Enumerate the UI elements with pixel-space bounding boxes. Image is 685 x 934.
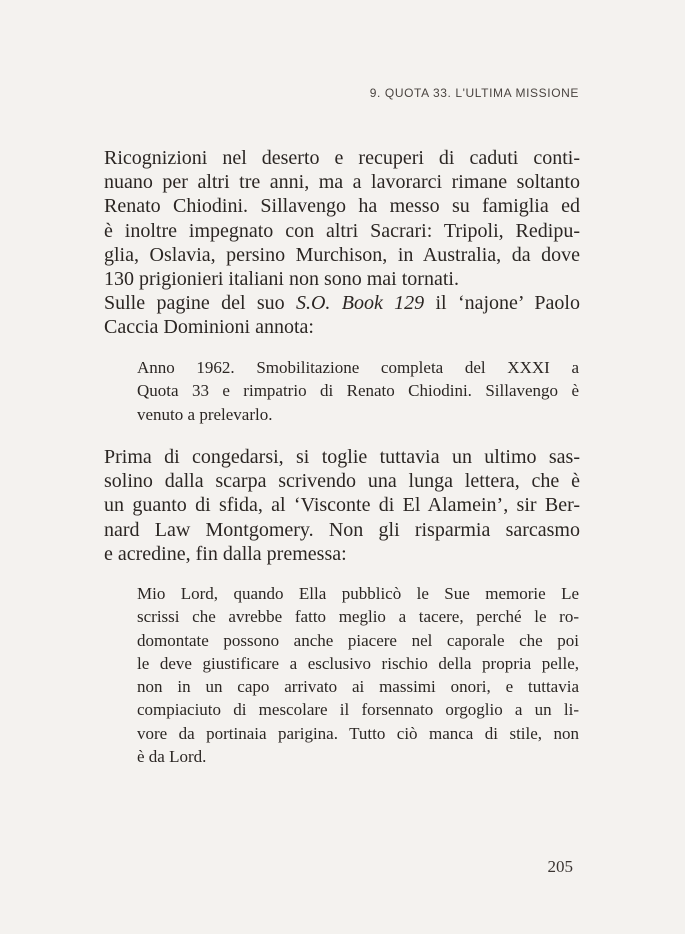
paragraph-line: e acredine, fin dalla premessa: <box>104 542 347 565</box>
quote-line: le deve giustificare a esclusivo rischio della propria pelle, <box>137 653 579 673</box>
paragraph-line: Ricognizioni nel deserto e recuperi di caduti conti- <box>104 147 580 169</box>
paragraph-line: Renato Chiodini. Sillavengo ha messo su famiglia ed <box>104 195 580 218</box>
paragraph-line: glia, Oslavia, persino Murchison, in Australia, da dove <box>104 243 580 266</box>
paragraph-3 <box>104 445 580 566</box>
quote-line: venuto a prelevarlo. <box>137 404 273 424</box>
block-quote-2 <box>137 582 579 768</box>
quote-line: vore da portinaia parigina. Tutto ciò manca di stile, non <box>137 723 579 743</box>
book-title: S.O. Book 129 <box>295 292 425 314</box>
paragraph-line <box>104 291 580 315</box>
page-number: 205 <box>547 857 573 876</box>
paragraph-line: nuano per altri tre anni, ma a lavorarci rimane soltanto <box>104 171 580 194</box>
quote-line: Quota 33 e rimpatrio di Renato Chiodini. Sillavengo è <box>137 381 579 401</box>
quote-line: non in un capo arrivato ai massimi onori, e tuttavia <box>137 677 579 697</box>
paragraph-line: 130 prigionieri italiani non sono mai tornati. <box>104 268 459 291</box>
running-head: 9. QUOTA 33. L'ULTIMA MISSIONE <box>369 86 579 100</box>
paragraph-line: solino dalla scarpa scrivendo una lunga lettera, che è <box>104 470 580 493</box>
quote-line: domontate possono anche piacere nel caporale che poi <box>137 630 579 650</box>
block-quote-1 <box>137 356 579 426</box>
paragraph-line: un guanto di sfida, al ‘Visconte di El Alamein’, sir Ber- <box>104 494 580 517</box>
quote-line: Mio Lord, quando Ella pubblicò le Sue memorie Le <box>137 584 579 603</box>
text-run: il ‘najone’ Paolo <box>424 292 580 314</box>
paragraph-line: nard Law Montgomery. Non gli risparmia sarcasmo <box>104 518 580 541</box>
quote-line: compiaciuto di mescolare il forsennato orgoglio a un li- <box>137 700 579 720</box>
text-run: Sulle pagine del suo <box>104 292 296 314</box>
paragraph-1 <box>104 146 580 291</box>
paragraph-line: Prima di congedarsi, si toglie tuttavia un ultimo sas- <box>104 446 580 468</box>
quote-line: Anno 1962. Smobilitazione completa del XXXI a <box>137 358 579 377</box>
paragraph-2 <box>104 291 580 339</box>
paragraph-line: Caccia Dominioni annota: <box>104 316 314 339</box>
quote-line: scrissi che avrebbe fatto meglio a tacere, perché le ro- <box>137 607 579 627</box>
quote-line: è da Lord. <box>137 747 207 767</box>
paragraph-line: è inoltre impegnato con altri Sacrari: Tripoli, Redipu- <box>104 219 580 242</box>
